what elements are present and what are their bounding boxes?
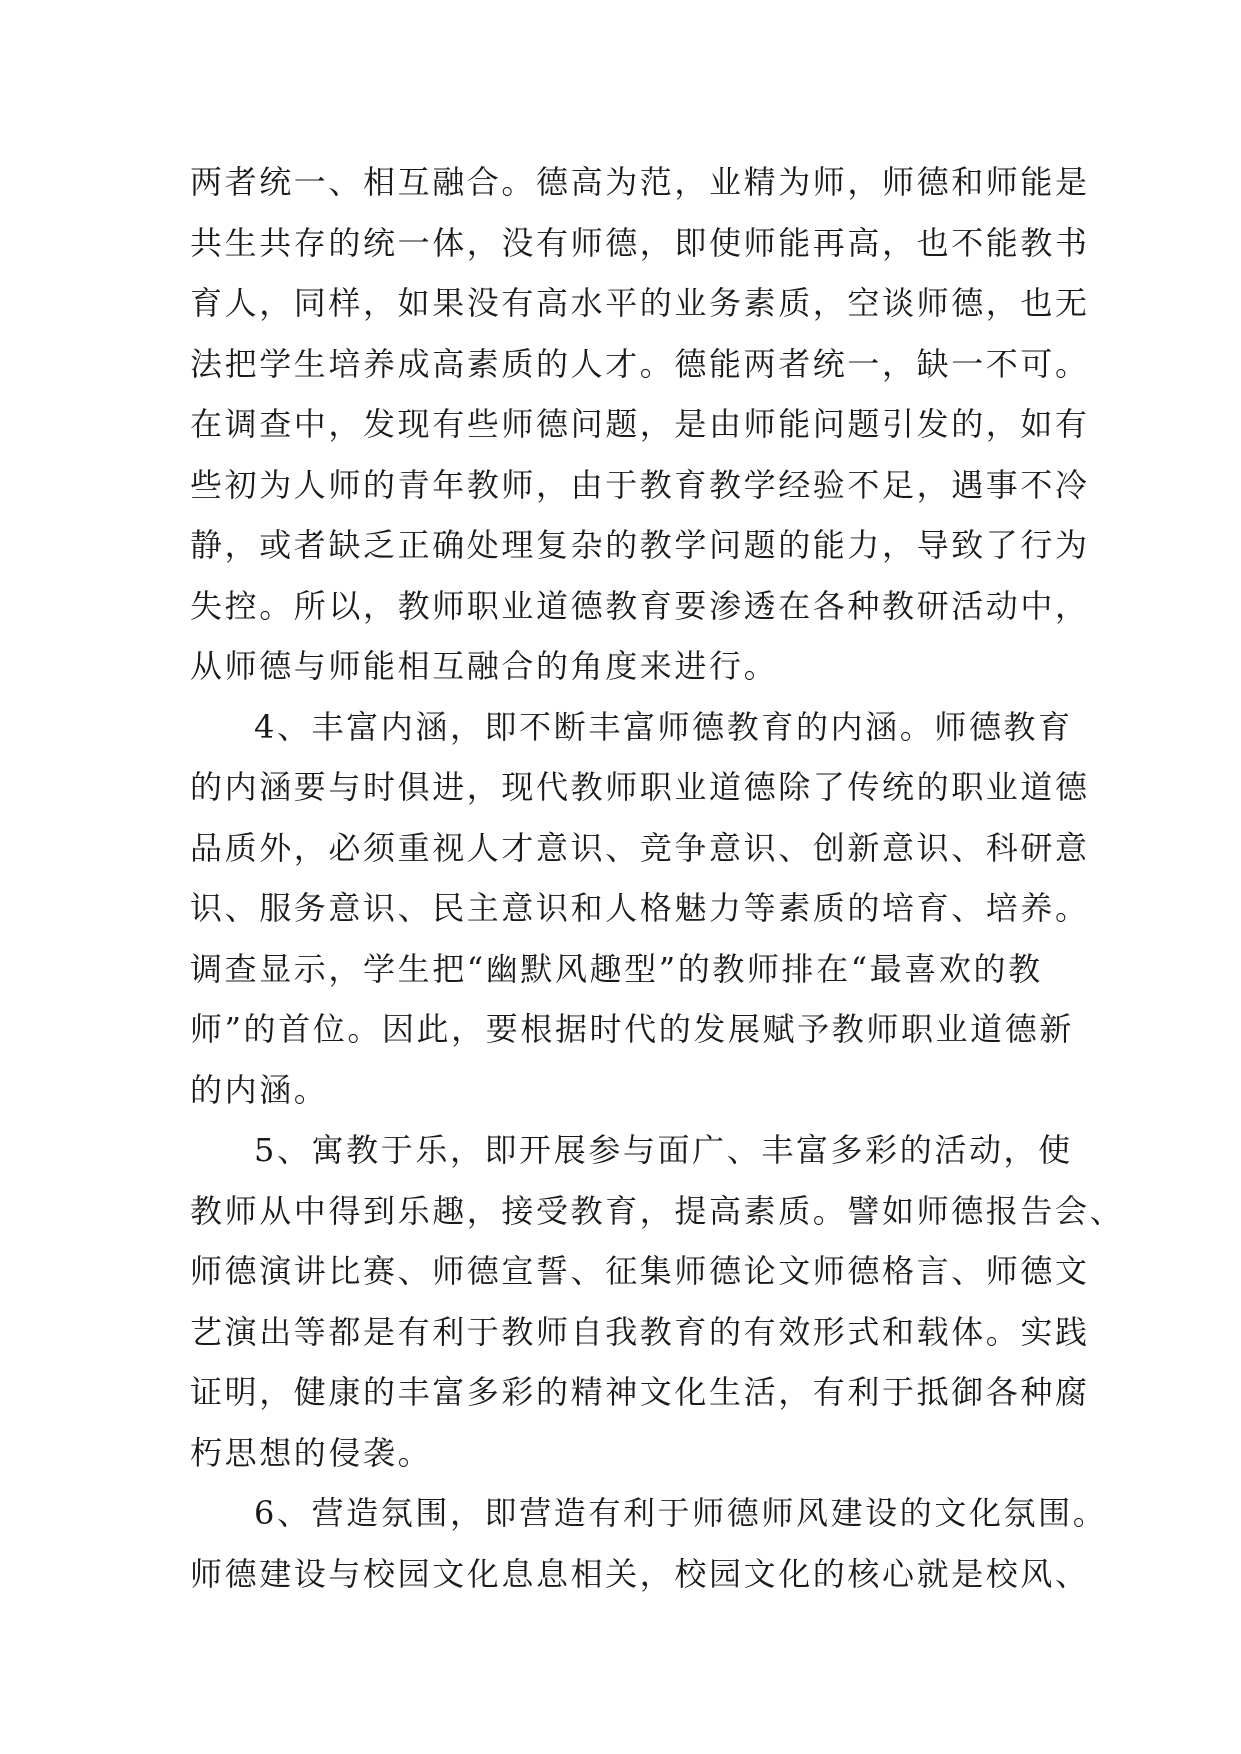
text-line: 师德建设与校园文化息息相关，校园文化的核心就是校风、: [190, 1554, 1090, 1593]
body-text: [190, 152, 1125, 1604]
text-line: 两者统一、相互融合。德高为范，业精为师，师德和师能是: [190, 163, 1090, 201]
text-line: 艺演出等都是有利于教师自我教育的有效形式和载体。实践: [190, 1312, 1090, 1351]
text-line: 的内涵要与时俱进，现代教师职业道德除了传统的职业道德: [190, 768, 1090, 806]
paragraph-4: [190, 697, 1090, 1121]
paragraph-6: [190, 1483, 1108, 1604]
text-line: 共生共存的统一体，没有师德，即使师能再高，也不能教书: [190, 223, 1090, 262]
text-line: 5、寓教于乐，即开展参与面广、丰富多彩的活动，使: [254, 1131, 1073, 1169]
paragraph-5: [190, 1120, 1125, 1483]
text-line: 朽思想的侵袭。: [190, 1433, 433, 1472]
text-line: 些初为人师的青年教师，由于教育教学经验不足，遇事不冷: [190, 465, 1090, 504]
text-line: 6、营造氛围，即营造有利于师德师风建设的文化氛围。: [254, 1494, 1108, 1532]
text-line: 4、丰富内涵，即不断丰富师德教育的内涵。师德教育: [254, 707, 1073, 746]
text-line: 法把学生培养成高素质的人才。德能两者统一，缺一不可。: [190, 344, 1090, 383]
text-line: 师德演讲比赛、师德宣誓、征集师德论文师德格言、师德文: [190, 1252, 1090, 1290]
text-line: 师”的首位。因此，要根据时代的发展赋予教师职业道德新: [190, 1010, 1074, 1048]
text-line: 失控。所以，教师职业道德教育要渗透在各种教研活动中，: [190, 586, 1090, 625]
text-line: 育人，同样，如果没有高水平的业务素质，空谈师德，也无: [190, 284, 1090, 322]
text-line: 从师德与师能相互融合的角度来进行。: [190, 647, 779, 685]
text-line: 在调查中，发现有些师德问题，是由师能问题引发的，如有: [190, 405, 1090, 443]
text-line: 静，或者缺乏正确处理复杂的教学问题的能力，导致了行为: [190, 526, 1090, 564]
paragraph-continuation: [190, 152, 1090, 697]
text-line: 的内涵。: [190, 1070, 329, 1109]
text-line: 调查显示，学生把“幽默风趣型”的教师排在“最喜欢的教: [190, 949, 1043, 988]
text-line: 识、服务意识、民主意识和人格魅力等素质的培育、培养。: [190, 889, 1090, 927]
text-line: 品质外，必须重视人才意识、竞争意识、创新意识、科研意: [190, 828, 1090, 867]
text-line: 证明，健康的丰富多彩的精神文化生活，有利于抵御各种腐: [190, 1373, 1090, 1411]
text-line: 教师从中得到乐趣，接受教育，提高素质。譬如师德报告会、: [190, 1191, 1125, 1230]
